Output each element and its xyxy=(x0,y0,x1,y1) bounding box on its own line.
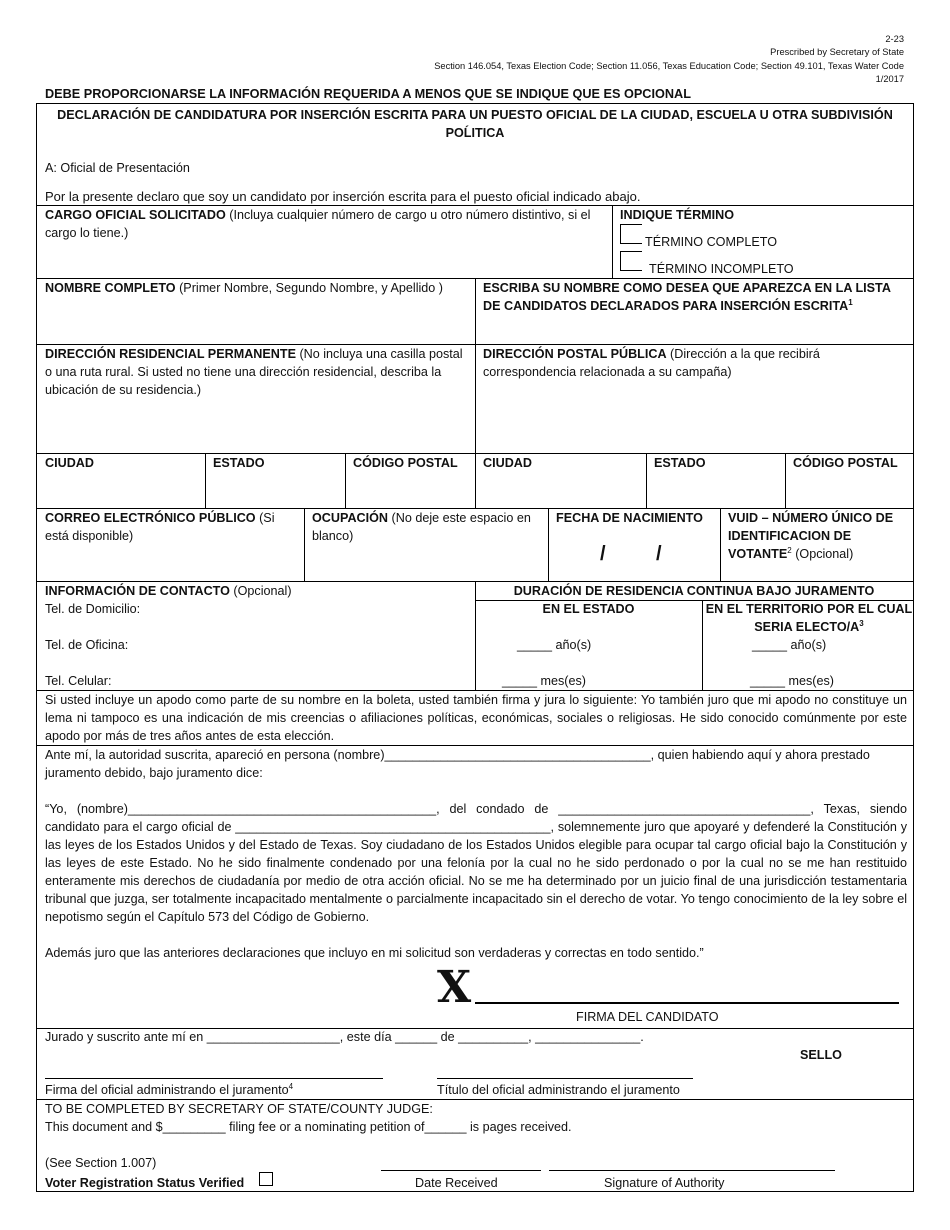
date-received-line[interactable] xyxy=(381,1170,541,1171)
full-term-label: TÉRMINO COMPLETO xyxy=(645,235,778,249)
territory-years-field[interactable]: _____ año(s) xyxy=(752,638,827,652)
divider xyxy=(345,453,346,508)
home-phone-label: Tel. de Domicilio: xyxy=(45,602,141,616)
cell-phone-label: Tel. Celular: xyxy=(45,674,112,688)
residence-city-label: CIUDAD xyxy=(45,456,94,470)
occupation-label: OCUPACIÓN (No deje este espacio en blanco) xyxy=(312,511,531,543)
in-territory-label: EN EL TERRITORIO POR EL CUAL SERIA ELECTO/$A^3$ xyxy=(705,602,913,634)
divider xyxy=(612,205,613,278)
form-number: 2-23 xyxy=(885,34,904,44)
in-state-label: EN EL ESTADO xyxy=(542,602,635,616)
officer-title-line[interactable] xyxy=(437,1078,693,1079)
filing-fee-line: This document and $_________ filing fee or a nominating petition of______ is pages received. xyxy=(45,1120,572,1134)
residence-zip-label: CÓDIGO POSTAL xyxy=(353,456,458,470)
officer-signature-label: Firma del oficial administrando el juramento$^4$ xyxy=(45,1081,294,1097)
oath-intro: Ante mí, la autoridad suscrita, apareció en persona (nombre)______________________________________, quien habiendo aquí y ahora prestado juramento debido, bajo juramento dice: xyxy=(45,748,870,780)
divider xyxy=(720,508,721,581)
date-slash: / xyxy=(600,543,606,565)
state-years-field[interactable]: _____ año(s) xyxy=(517,638,592,652)
divider xyxy=(475,453,476,508)
full-term-checkbox[interactable] xyxy=(620,224,642,244)
authority-signature-line[interactable] xyxy=(549,1170,835,1171)
divider xyxy=(702,600,703,690)
mailing-city-label: CIUDAD xyxy=(483,456,532,470)
office-sought-label: CARGO OFICIAL SOLICITADO (Incluya cualquier número de cargo u otro número distintivo, si el cargo lo tiene.) xyxy=(45,208,591,240)
mailing-state-label: ESTADO xyxy=(654,456,706,470)
prescribed-by: Prescribed by Secretary of State xyxy=(770,47,904,58)
divider xyxy=(785,453,786,508)
form-date: 1/2017 xyxy=(875,74,904,85)
officer-title-label: Título del oficial administrando el juramento xyxy=(437,1083,680,1097)
term-label: INDIQUE TÉRMINO xyxy=(620,208,735,222)
email-label: CORREO ELECTRÓNICO PÚBLICO (Si está disponible) xyxy=(45,511,275,543)
required-info-notice: DEBE PROPORCIONARSE LA INFORMACIÓN REQUERIDA A MENOS QUE SE INDIQUE QUE ES OPCIONAL xyxy=(45,87,691,101)
declaration-statement: Por la presente declaro que soy un candidato por inserción escrita para el puesto oficial indicado abajo. xyxy=(45,189,641,204)
oath-body: “Yo, (nombre)____________________________________________, del condado de ____________________________________, Texas, siendo candidato para el cargo oficial de _____________________________________________, solemnemente juro que apoyaré y defenderé la Constitución y las leyes de los Estados Unidos y del Estado de Texas. Soy ciudadano de los Estados Unidos elegible para ocupar tal cargo oficial bajo la Constitución y las leyes de este Estado. No he sido finalmente condenado por una felonía por la cual no he sido perdonado o por la cual no se me han restituido enteramente mis derechos de ciudadanía por medio de otra acción oficial. No se me ha determinado por un juicio final de una jurisdicción testamentaria tribunal que juzga, ser totalmente incapacitado mentalmente o parcialmente incapacitado sin el derecho de votar. Yo tengo conocimiento de la ley sobre el nepotismo según el Capítulo 573 del Código de Gobierno. xyxy=(45,802,907,924)
mailing-zip-label: CÓDIGO POSTAL xyxy=(793,456,898,470)
officer-signature-line[interactable] xyxy=(45,1078,383,1079)
divider xyxy=(548,508,549,581)
office-use-heading: TO BE COMPLETED BY SECRETARY OF STATE/COUNTY JUDGE: xyxy=(45,1102,433,1116)
statute-sections: Section 146.054, Texas Election Code; Section 11.056, Texas Education Code; Section 49.101, Texas Water Code xyxy=(434,60,904,71)
candidate-signature-label: FIRMA DEL CANDIDATO xyxy=(576,1010,719,1024)
authority-signature-label: Signature of Authority xyxy=(604,1176,725,1190)
form-header xyxy=(434,33,904,87)
residence-state-label: ESTADO xyxy=(213,456,265,470)
addressee-line: A: Oficial de Presentación xyxy=(45,161,190,175)
date-received-label: Date Received xyxy=(415,1176,498,1190)
oath-further: Además juro que las anteriores declaraciones que incluyo en mi solicitud son verdaderas y correctas en todo sentido.” xyxy=(45,946,704,960)
divider xyxy=(646,453,647,508)
candidate-signature-line[interactable] xyxy=(475,1002,899,1004)
sworn-before-line: Jurado y suscrito ante mí en ___________________, este día ______ de __________, _______________. xyxy=(45,1030,644,1044)
divider xyxy=(205,453,206,508)
full-name-label: NOMBRE COMPLETO (Primer Nombre, Segundo Nombre, y Apellido ) xyxy=(45,281,443,295)
voter-status-checkbox[interactable] xyxy=(259,1172,273,1186)
nickname-oath-text: Si usted incluye un apodo como parte de su nombre en la boleta, usted también firma y jura lo siguiente: Yo también juro que mi apodo no constituye un lema ni tampoco es una indicación de mis creencias o afiliaciones políticas, económicas, sociales o religiosas. He sido conocido comúnmente por este apodo por más de tres años antes de esta elección. xyxy=(45,693,907,743)
vuid-label: VUID – NÚMERO ÚNICO DE IDENTIFICACION DE VOTANTE$^2$ (Opcional) xyxy=(728,511,894,561)
ballot-name-label: ESCRIBA SU NOMBRE COMO DESEA QUE APAREZCA EN LA LISTA DE CANDIDATOS DECLARADOS PARA INSERCIÓN ESCRITA$^1$ xyxy=(483,281,891,313)
form-title-line1: DECLARACIÓN DE CANDIDATURA POR INSERCIÓN ESCRITA PARA UN PUESTO OFICIAL DE LA CIUDAD, ESCUELA U OTRA SUBDIVISIÓN xyxy=(57,108,893,122)
signature-x-mark: X xyxy=(437,962,472,1013)
voter-status-label: Voter Registration Status Verified xyxy=(45,1176,245,1190)
office-phone-label: Tel. de Oficina: xyxy=(45,638,129,652)
form-title-line2: POĹITICA xyxy=(445,126,505,140)
contact-info-label: INFORMACIÓN DE CONTACTO (Opcional) xyxy=(45,584,292,598)
territory-months-field[interactable]: _____ mes(es) xyxy=(750,674,834,688)
birth-date-label: FECHA DE NACIMIENTO xyxy=(556,511,703,525)
partial-term-checkbox[interactable] xyxy=(620,251,642,271)
partial-term-label: TÉRMINO INCOMPLETO xyxy=(649,262,794,276)
divider xyxy=(475,278,476,453)
divider xyxy=(304,508,305,581)
see-section-note: (See Section 1.007) xyxy=(45,1156,157,1170)
seal-label: SELLO xyxy=(800,1048,842,1062)
residence-duration-label: DURACIÓN DE RESIDENCIA CONTINUA BAJO JURAMENTO xyxy=(513,584,875,598)
date-slash: / xyxy=(656,543,662,565)
mailing-address-label: DIRECCIÓN POSTAL PÚBLICA (Dirección a la que recibirá correspondencia relacionada a su campaña) xyxy=(483,347,820,379)
state-months-field[interactable]: _____ mes(es) xyxy=(502,674,586,688)
residence-address-label: DIRECCIÓN RESIDENCIAL PERMANENTE (No incluya una casilla postal o una ruta rural. Si usted no tiene una dirección residencial, describa la ubicación de su residencia.) xyxy=(45,347,463,397)
declaration-form xyxy=(36,103,914,1192)
